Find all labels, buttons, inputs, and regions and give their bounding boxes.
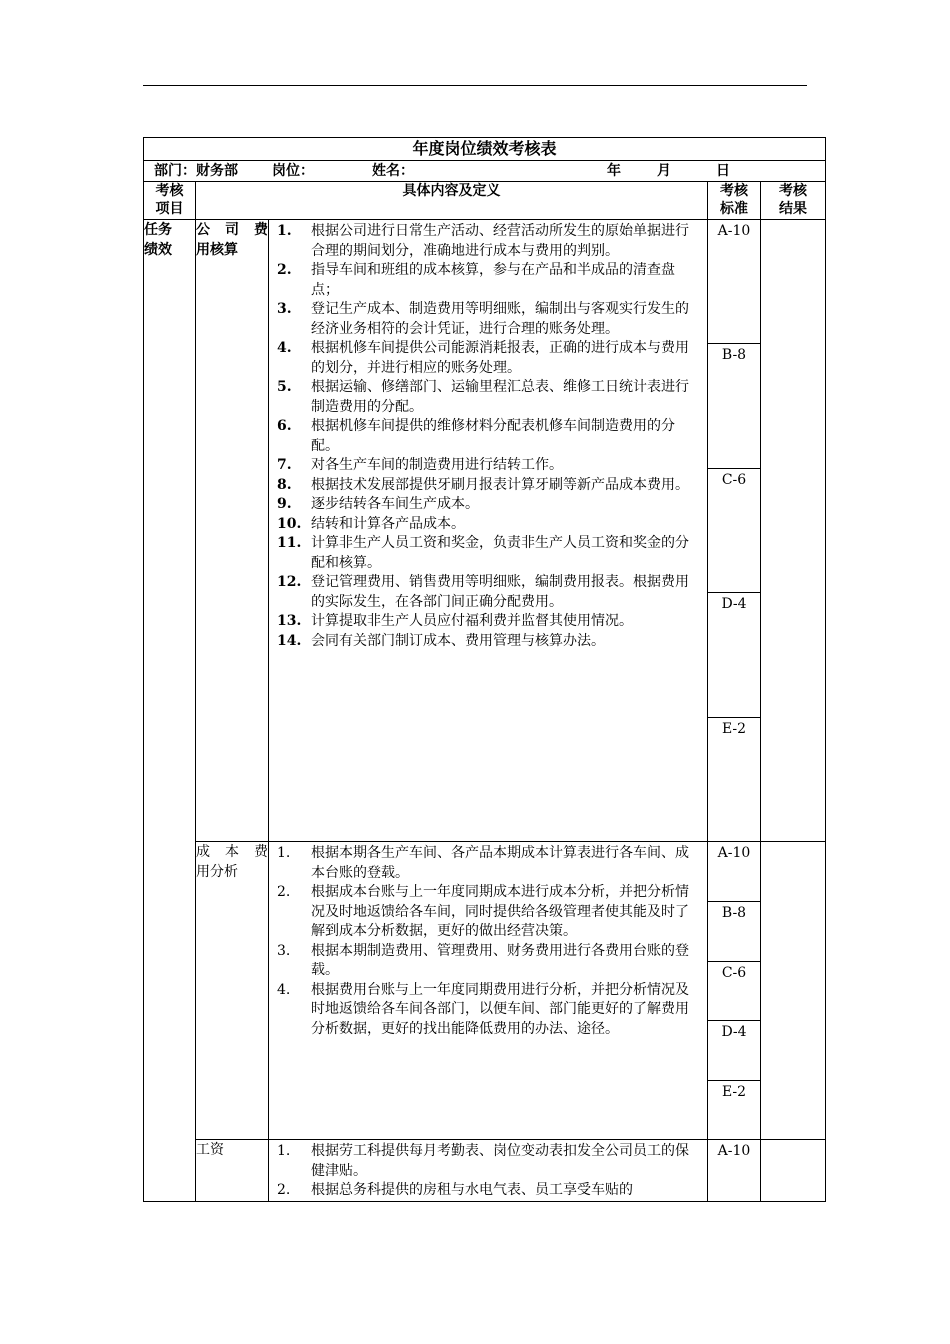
list-item: 1. 根据公司进行日常生产活动、经营活动所发生的原始单据进行合理的期间划分，准确地进行成本与费用的判别。 — [277, 223, 689, 259]
standards-cost-accounting — [708, 220, 761, 842]
standards-cost-analysis — [708, 842, 761, 1140]
post-field: 岗位： — [272, 163, 314, 179]
list-item: 1. 根据本期各生产车间、各产品本期成本计算表进行各车间、成本台账的登载。 — [277, 845, 689, 881]
table-title: 年度岗位绩效考核表 — [144, 138, 826, 161]
header-standard: 考核 标准 — [708, 182, 761, 220]
section-content-cost-analysis — [269, 842, 708, 1140]
standard-d: D-4 — [708, 1021, 760, 1081]
result-wages[interactable] — [761, 1140, 826, 1202]
list-item: 8. 根据技术发展部提供牙刷月报表计算牙刷等新产品成本费用。 — [277, 476, 689, 493]
year-label: 年 — [607, 163, 621, 179]
item-list — [269, 220, 707, 651]
list-item: 1. 根据劳工科提供每月考勤表、岗位变动表扣发全公司员工的保健津贴。 — [277, 1143, 689, 1179]
name-field: 姓名： — [372, 163, 414, 179]
header-content: 具体内容及定义 — [196, 182, 708, 220]
performance-appraisal-table — [143, 137, 826, 1202]
section-content-wages — [269, 1140, 708, 1202]
month-label: 月 — [657, 163, 671, 179]
list-item: 2. 指导车间和班组的成本核算，参与在产品和半成品的清查盘点； — [277, 262, 675, 298]
list-item: 6. 根据机修车间提供的维修材料分配表机修车间制造费用的分配。 — [277, 418, 675, 454]
item-list — [269, 1140, 707, 1201]
list-item: 14. 会同有关部门制订成本、费用管理与核算办法。 — [277, 632, 605, 649]
list-item: 4. 根据机修车间提供公司能源消耗报表，正确的进行成本与费用的划分，并进行相应的账务处理。 — [277, 340, 689, 376]
list-item: 4. 根据费用台账与上一年度同期费用进行分析，并把分析情况及时地返馈给各车间各部门，以便车间、部门能更好的了解费用分析数据，更好的找出能降低费用的办法、途径。 — [277, 981, 689, 1037]
list-item: 3. 登记生产成本、制造费用等明细账，编制出与客观实行发生的经济业务相符的会计凭证，进行合理的账务处理。 — [277, 301, 689, 337]
list-item: 7. 对各生产车间的制造费用进行结转工作。 — [277, 457, 563, 473]
category-task-performance: 任务 绩效 — [144, 220, 196, 1202]
day-label: 日 — [716, 163, 730, 179]
list-item: 9. 逐步结转各车间生产成本。 — [277, 496, 479, 512]
section-label-wages: 工资 — [196, 1140, 269, 1202]
list-item: 10. 结转和计算各产品成本。 — [277, 515, 465, 532]
section-label-cost-analysis: 成本费 用分析 — [196, 842, 269, 1140]
section-content-cost-accounting — [269, 220, 708, 842]
standard-a: A-10 — [717, 1143, 751, 1159]
standard-e: E-2 — [721, 1084, 747, 1100]
standard-e: E-2 — [721, 721, 747, 737]
result-cost-analysis[interactable] — [761, 842, 826, 1140]
list-item: 13. 计算提取非生产人员应付福利费并监督其使用情况。 — [277, 613, 633, 629]
standard-d: D-4 — [708, 593, 760, 718]
info-row — [144, 161, 826, 182]
standard-b: B-8 — [708, 902, 760, 962]
result-cost-accounting[interactable] — [761, 220, 826, 842]
list-item: 3. 根据本期制造费用、管理费用、财务费用进行各费用台账的登载。 — [277, 942, 689, 978]
section-label-cost-accounting: 公司费 用核算 — [196, 220, 269, 842]
list-item: 2. 根据总务科提供的房租与水电气表、员工享受车贴的 — [277, 1182, 633, 1198]
department-field: 部门：财务部 — [154, 163, 238, 179]
list-item: 2. 根据成本台账与上一年度同期成本进行成本分析，并把分析情况及时地返馈给各车间，同时提供给各级管理者使其能及时了解到成本分析数据，更好的做出经营决策。 — [277, 884, 689, 939]
standard-a: A-10 — [708, 220, 760, 344]
standard-c: C-6 — [708, 469, 760, 593]
standard-b: B-8 — [708, 344, 760, 469]
standard-a: A-10 — [708, 842, 760, 902]
standard-c: C-6 — [708, 962, 760, 1021]
list-item: 12. 登记管理费用、销售费用等明细账，编制费用报表。根据费用的实际发生，在各部门间正确分配费用。 — [277, 574, 689, 610]
header-rule — [143, 85, 807, 86]
item-list — [269, 842, 707, 1039]
list-item: 5. 根据运输、修缮部门、运输里程汇总表、维修工日统计表进行制造费用的分配。 — [277, 379, 689, 415]
standards-wages — [708, 1140, 761, 1202]
list-item: 11. 计算非生产人员工资和奖金，负责非生产人员工资和奖金的分配和核算。 — [277, 535, 689, 571]
header-item: 考核 项目 — [144, 182, 196, 220]
header-result: 考核 结果 — [761, 182, 826, 220]
